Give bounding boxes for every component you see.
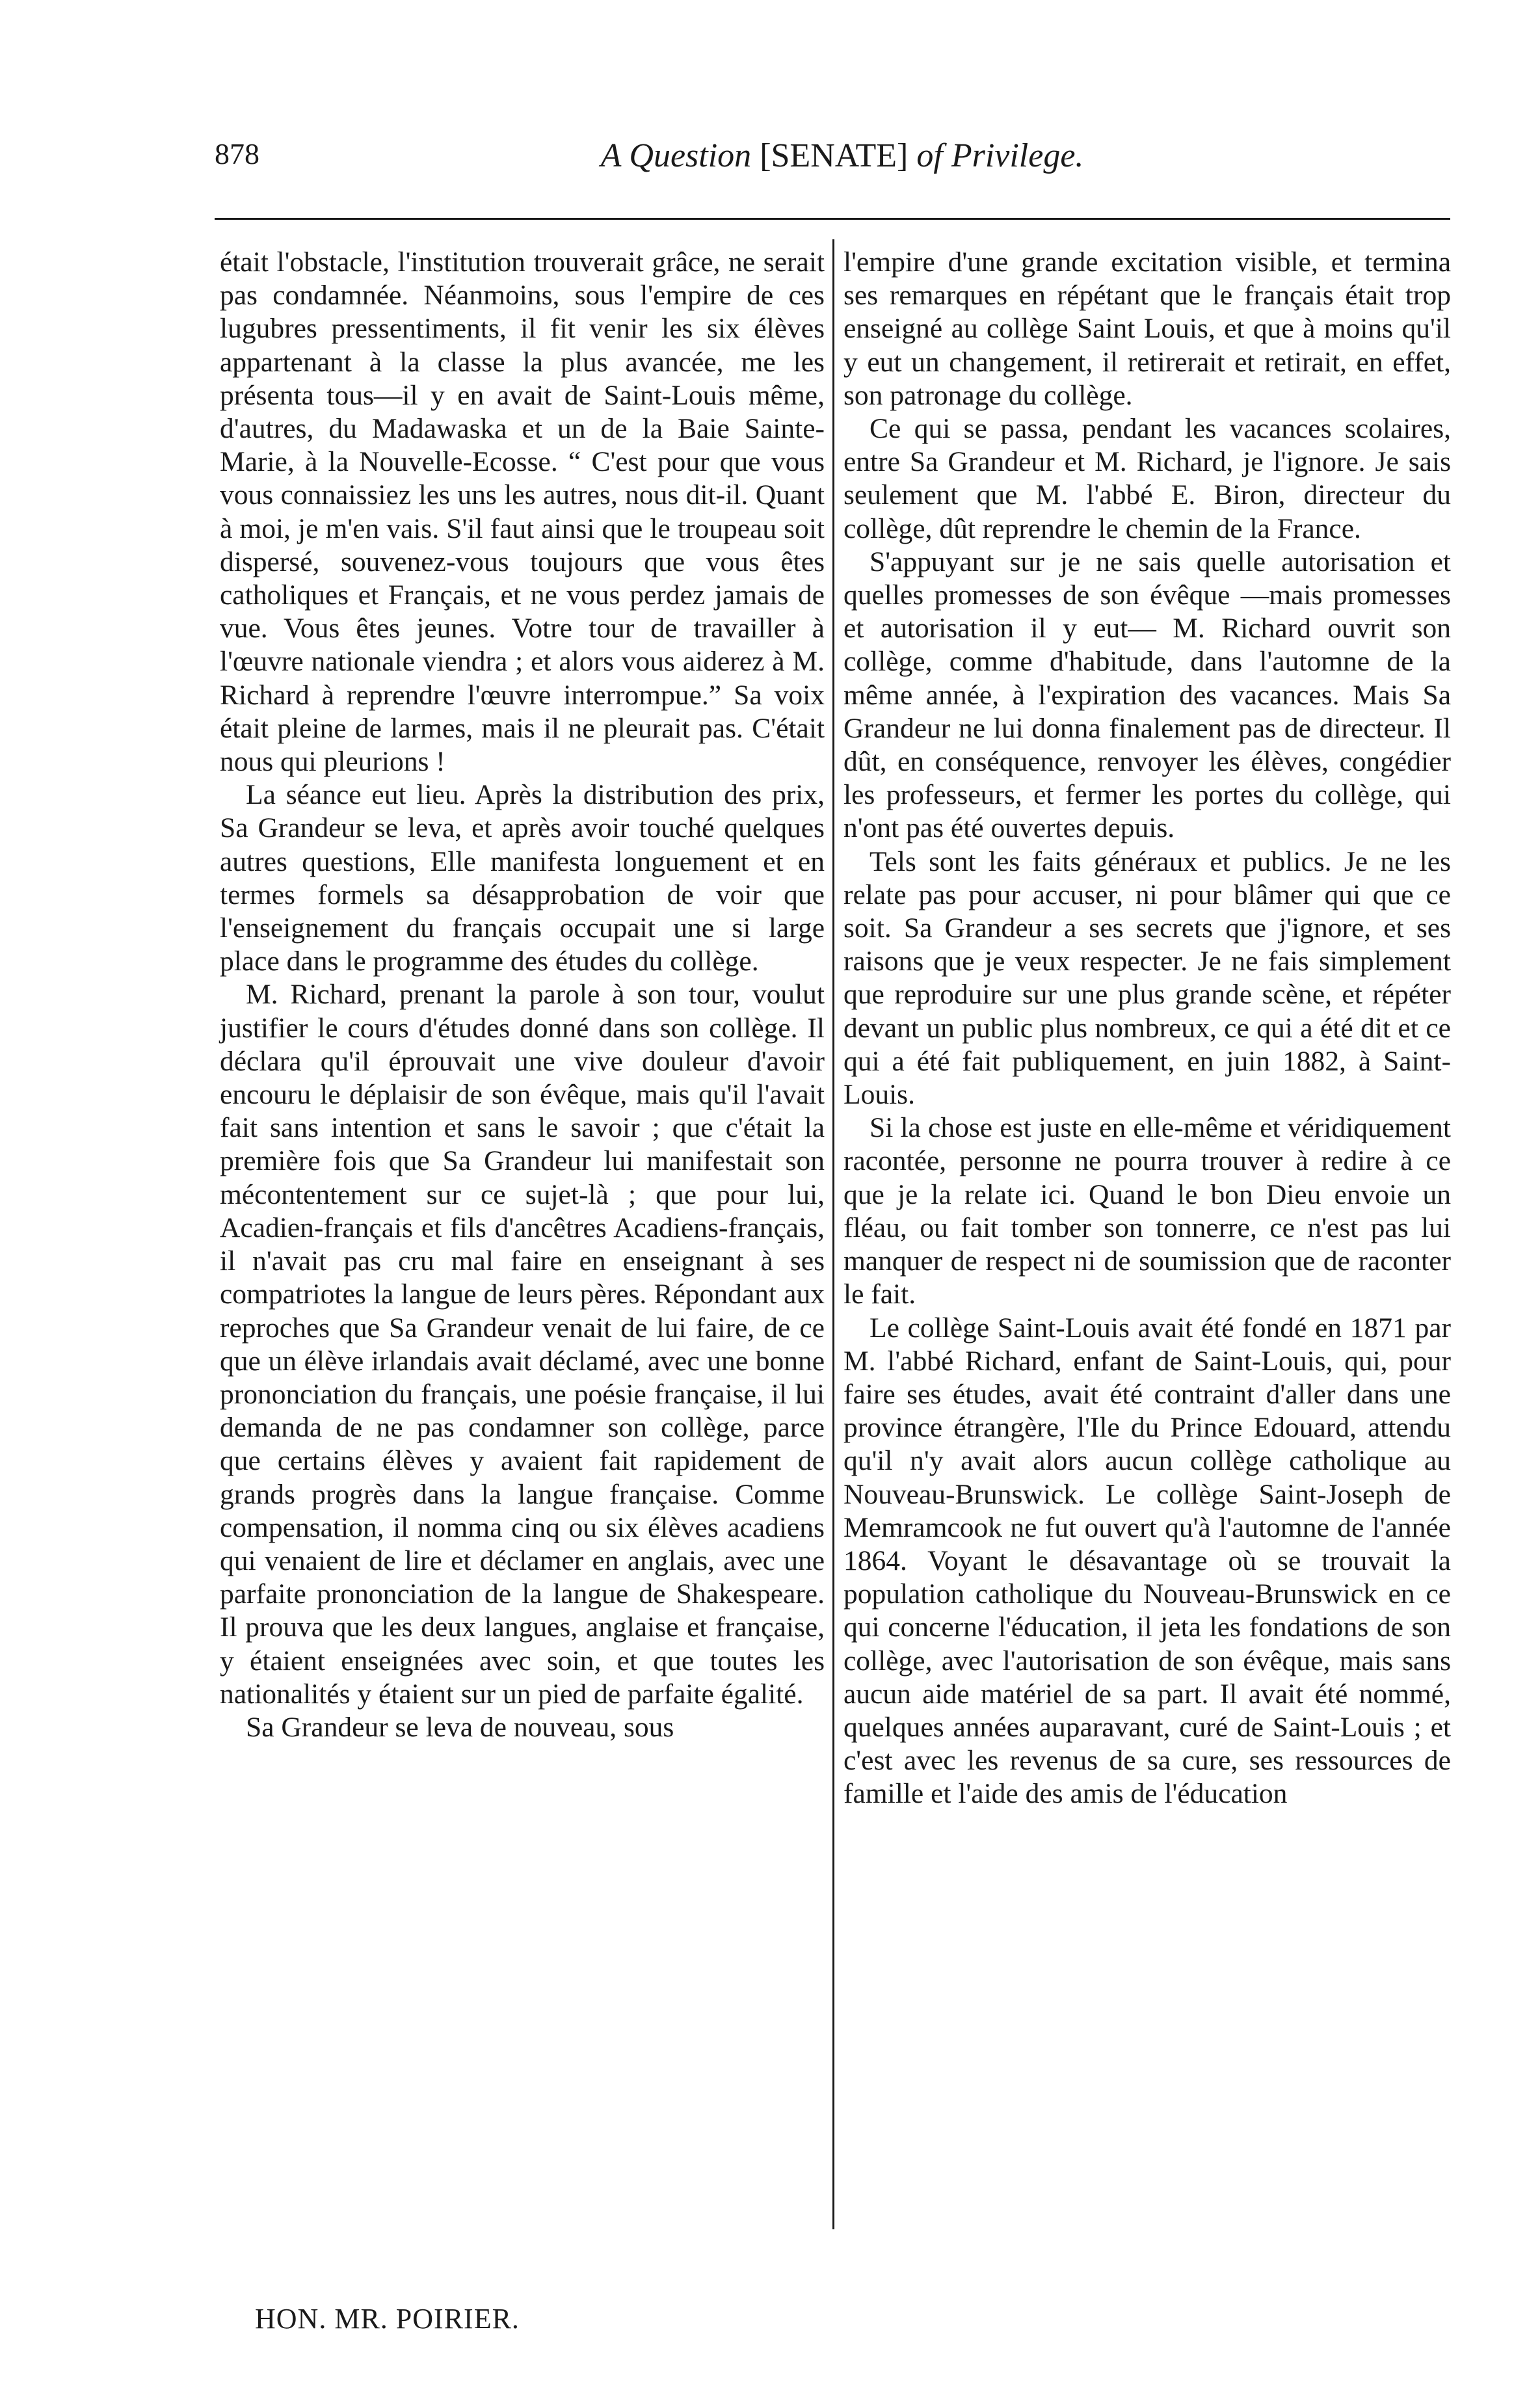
page-number: 878 xyxy=(215,137,259,170)
paragraph: M. Richard, prenant la parole à son tour, voulut justifier le cours d'études donné dans son collège. Il déclara qu'il éprouvait une vive douleur d'avoir encouru le déplaisir de son évêque, mais qu'il l'avait fait sans intention et sans le savoir ; que c'était la première fois que Sa Grandeur lui manifestait son mécontentement sur ce sujet-là ; que pour lui, Acadien-français et fils d'ancêtres Acadiens-français, il n'avait pas cru mal faire en enseignant à ses compatriotes la langue de leurs pères. Répondant aux reproches que Sa Grandeur venait de lui faire, de ce que un élève irlandais avait déclamé, avec une bonne prononciation du français, une poésie française, il lui demanda de ne pas condamner son collège, parce que certains élèves y avaient fait rapidement de grands progrès dans la langue française. Comme compensation, il nomma cinq ou six élèves acadiens qui venaient de lire et déclamer en anglais, avec une parfaite prononciation de la langue de Shakespeare. Il prouva que les deux langues, anglaise et française, y étaient enseignées avec soin, et que toutes les nationalités y étaient sur un pied de parfaite égalité. xyxy=(220,979,825,1710)
paragraph: Sa Grandeur se leva de nouveau, sous xyxy=(246,1711,674,1743)
running-title xyxy=(215,137,1470,175)
title-part-3: of Privilege. xyxy=(916,137,1084,174)
title-part-1: A Question xyxy=(600,137,752,174)
paragraph: Tels sont les faits généraux et publics. Je ne les relate pas pour accuser, ni pour blâmer qui que ce soit. Sa Grandeur a ses secrets que j'ignore, et ses raisons que je veux respecter. Je ne fais simplement que reproduire sur une plus grande scène, et répéter devant un public plus nombreux, ce qui a été dit et ce qui a été fait publiquement, en juin 1882, à Saint-Louis. xyxy=(843,845,1451,1111)
paragraph: La séance eut lieu. Après la distribution des prix, Sa Grandeur se leva, et après avoir touché quelques autres questions, Elle manifesta longuement et en termes formels sa désapprobation de voir que l'enseignement du français occupait une si large place dans le programme des études du collège. xyxy=(220,779,825,977)
speaker-footer: HON. MR. POIRIER. xyxy=(255,2303,520,2335)
paragraph: Le collège Saint-Louis avait été fondé en 1871 par M. l'abbé Richard, enfant de Saint-Louis, qui, pour faire ses études, avait été contraint d'aller dans une province étrangère, l'Ile du Prince Edouard, attendu qu'il n'y avait alors aucun collège catholique au Nouveau-Brunswick. Le collège Saint-Joseph de Memramcook ne fut ouvert qu'à l'automne de l'année 1864. Voyant le désavantage où se trouvait la population catholique du Nouveau-Brunswick en ce qui concerne l'éducation, il jeta les fondations de son collège, avec l'autorisation de son évêque, mais sans aucun aide matériel de sa part. Il avait été nommé, quelques années auparavant, curé de Saint-Louis ; et c'est avec les revenus de sa cure, ses ressources de famille et l'aide des amis de l'éducation xyxy=(843,1312,1451,1810)
right-column xyxy=(843,246,1451,2229)
column-divider xyxy=(832,239,834,2229)
paragraph: Si la chose est juste en elle-même et véridiquement racontée, personne ne pourra trouver à redire à ce que je la relate ici. Quand le bon Dieu envoie un fléau, ou fait tomber son tonnerre, ce n'est pas lui manquer de respect ni de soumission que de raconter le fait. xyxy=(843,1112,1451,1310)
paragraph: S'appuyant sur je ne sais quelle autorisation et quelles promesses de son évêque —mais promesses et autorisation il y eut— M. Richard ouvrit son collège, comme d'habitude, dans l'automne de la même année, à l'expiration des vacances. Mais Sa Grandeur ne lui donna finalement pas de directeur. Il dût, en conséquence, renvoyer les élèves, congédier les professeurs, et fermer les portes du collège, qui n'ont pas été ouvertes depuis. xyxy=(843,546,1451,844)
running-header xyxy=(215,137,1470,189)
left-column xyxy=(220,246,825,2229)
paragraph: l'empire d'une grande excitation visible, et termina ses remarques en répétant que le français était trop enseigné au collège Saint Louis, et que à moins qu'il y eut un changement, il retirerait et retirait, en effet, son patronage du collège. xyxy=(843,246,1451,411)
paragraph: Ce qui se passa, pendant les vacances scolaires, entre Sa Grandeur et M. Richard, je l'ignore. Je sais seulement que M. l'abbé E. Biron, directeur du collège, dût reprendre le chemin de la France. xyxy=(843,413,1451,544)
title-part-2: [SENATE] xyxy=(760,137,909,174)
header-rule xyxy=(215,218,1450,220)
paragraph: était l'obstacle, l'institution trouverait grâce, ne serait pas condamnée. Néanmoins, sous l'empire de ces lugubres pressentiments, il fit venir les six élèves appartenant à la classe la plus avancée, me les présenta tous—il y en avait de Saint-Louis même, d'autres, du Madawaska et un de la Baie Sainte-Marie, à la Nouvelle-Ecosse. “ C'est pour que vous vous connaissiez les uns les autres, nous dit-il. Quant à moi, je m'en vais. S'il faut ainsi que le troupeau soit dispersé, souvenez-vous toujours que vous êtes catholiques et Français, et ne vous perdez jamais de vue. Vous êtes jeunes. Votre tour de travailler à l'œuvre nationale viendra ; et alors vous aiderez à M. Richard à reprendre l'œuvre interrompue.” Sa voix était pleine de larmes, mais il ne pleurait pas. C'était nous qui pleurions ! xyxy=(220,246,825,778)
